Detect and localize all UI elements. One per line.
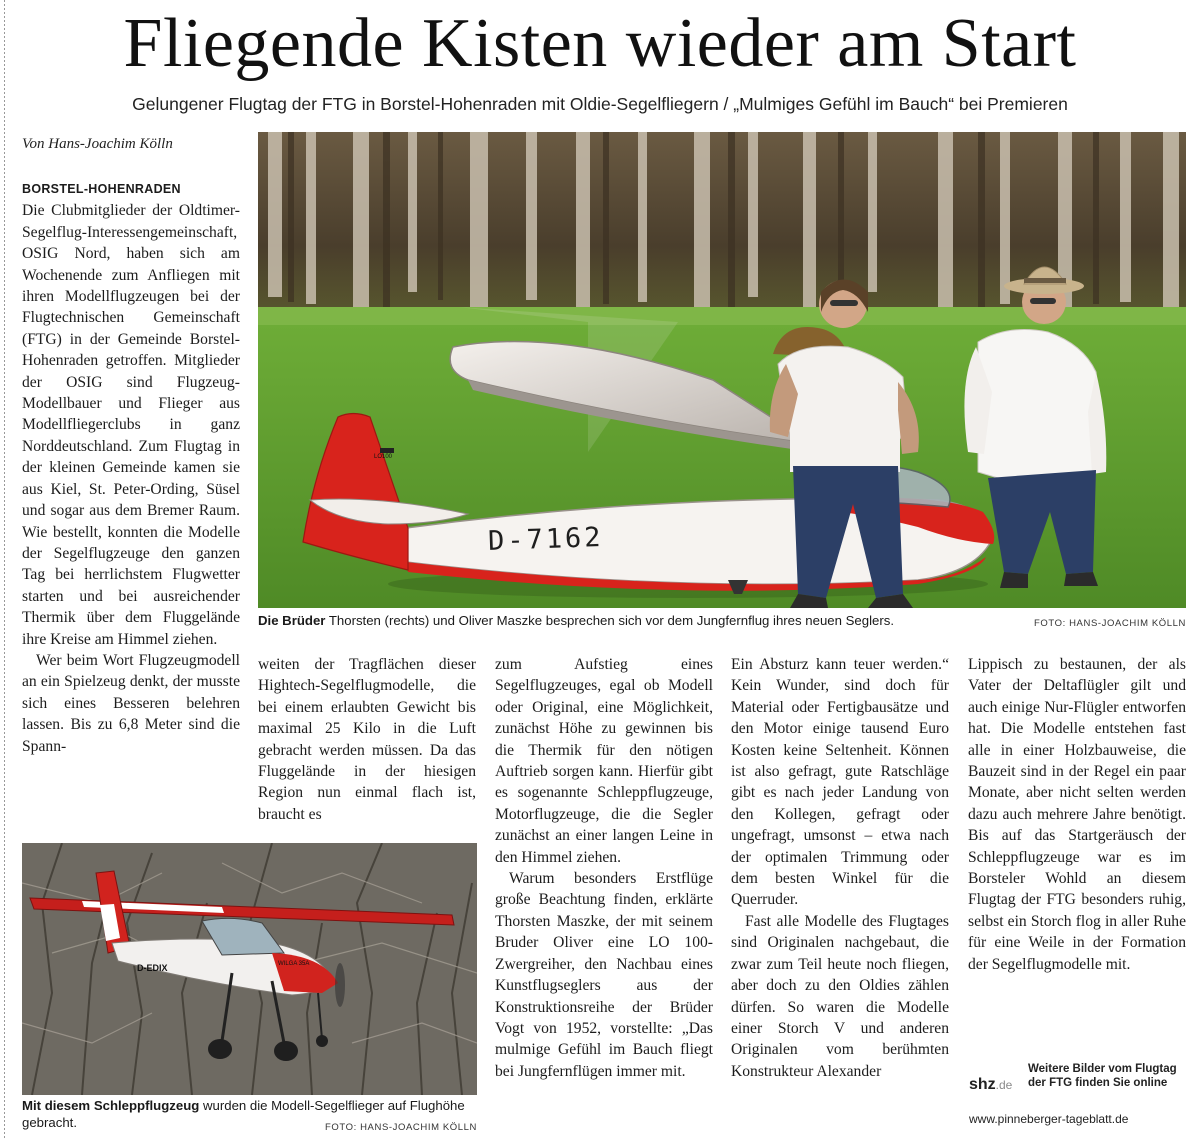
subheadline: Gelungener Flugtag der FTG in Borstel-Hohenraden mit Oldie-Segelfliegern / „Mulmiges Gefühl im Bauch“ bei Premieren: [132, 94, 1068, 114]
article-column-3: [495, 654, 713, 1138]
tow-plane-registration: D-EDIX: [137, 963, 168, 973]
dateline: BORSTEL-HOHENRADEN: [22, 182, 181, 196]
col2-paragraph-1: weiten der Tragflächen dieser Hightech-Segelflugmodelle, die bei einem erlaubten Gewicht bis maximal 25 Kilo in die Luft gebracht werden müssen. Da das Fluggelände in der hiesigen Region nun einmal flach ist, braucht es: [258, 656, 476, 823]
article-column-4: [731, 654, 949, 1138]
shz-logo-text: shz: [969, 1076, 996, 1093]
col5-paragraph-1: Lippisch zu bestaunen, der als Vater der Deltaflügler gilt und auch einige Nur-Flügler entworfen hat. Die Modelle entstehen fast alle in einer Holzbauweise, die Bauzeit sind in der Regel ein paar Monate, aber nicht selten werden dazu auch mehrere Jahre benötigt. Bis auf das Startgeräusch der Schleppflugzeuge war es im Borsteler Wohld an diesem Flugtag der FTG besonders ruhig, selbst ein Storch flog in aller Ruhe für eine Weile in der Formation der Segelflugmodelle mit.: [968, 656, 1186, 973]
main-photo-illustration: [258, 132, 1186, 608]
main-caption-text: Thorsten (rechts) und Oliver Maszke besprechen sich vor dem Jungfernflug ihres neuen Seglers.: [325, 613, 894, 628]
main-photo: [258, 132, 1186, 608]
article-column-2: [258, 654, 476, 836]
glider-registration: D-7162: [487, 521, 605, 558]
online-promo-box[interactable]: [966, 1060, 1188, 1138]
main-photo-credit: FOTO: HANS-JOACHIM KÖLLN: [1034, 618, 1186, 629]
col3-paragraph-2: Warum besonders Erstflüge große Beachtung finden, erklärte Thorsten Maszke, der mit seinem Bruder Oliver eine LO 100-Zwergreiher, den Nachbau eines Kunstflugseglers aus der Konstruktionsreihe der Brüder Vogt von 1952, vorstellte: „Das mulmige Gefühl im Bauch fliegt bei Jungfernflügen immer mit.: [495, 870, 713, 1080]
col4-paragraph-2: Fast alle Modelle des Flugtages sind Originalen nachgebaut, die zwar zum Teil heute noch fliegen, aber doch zu den Oldies zählen dürfen. So waren die Modelle einer Storch V und anderen Originalen vom berühmten Konstrukteur Alexander: [731, 912, 949, 1080]
shz-logo: [969, 1076, 1012, 1094]
main-photo-caption: [258, 612, 1186, 630]
shz-logo-suffix: .de: [995, 1078, 1013, 1092]
main-caption-bold: Die Brüder: [258, 613, 326, 628]
page-edge-rule: [4, 0, 5, 1140]
col1-paragraph-2: Wer beim Wort Flugzeugmodell an ein Spielzeug denkt, der musste sich eines Besseren belehren lassen. Bis zu 6,8 Meter sind die Spann-: [22, 651, 240, 755]
tow-caption-text: wurden die Modell-Segelflieger auf Flughöhe gebracht.: [22, 1098, 465, 1130]
article-column-1: [22, 178, 240, 824]
promo-text: Weitere Bilder vom Flugtag der FTG finden Sie online: [1028, 1063, 1177, 1089]
promo-url-link[interactable]: www.pinneberger-tageblatt.de: [969, 1112, 1129, 1126]
tow-plane-cowl-mark: WILGA 35A: [278, 961, 310, 967]
byline: Von Hans-Joachim Kölln: [22, 136, 173, 152]
tow-plane-credit: FOTO: HANS-JOACHIM KÖLLN: [325, 1122, 477, 1133]
article-column-5: [968, 654, 1186, 1050]
glider-tail-mark: LO100: [374, 454, 393, 460]
tow-plane-illustration: [22, 843, 477, 1095]
headline: Fliegende Kisten wieder am Start: [123, 5, 1077, 82]
tow-plane-caption: [22, 1097, 477, 1137]
tow-plane-photo: [22, 843, 477, 1095]
col4-paragraph-1: Ein Absturz kann teuer werden.“ Kein Wunder, sind doch für Material oder Fertigbausätze und den Motor einige tausend Euro Kosten keine Seltenheit. Können ist also gefragt, gute Ratschläge gibt es nach jeder Landung von den Kollegen, gefragt oder ungefragt, umsonst – etwa nach der optimalen Trimmung oder dem besten Winkel für die Querruder.: [731, 656, 949, 909]
col1-lead: Die Clubmitglieder der Oldtimer-Segelflug-Interessengemeinschaft, OSIG Nord, haben sich am Wochenende zum Anfliegen mit ihren Modellflugzeugen bei der Flugtechnischen Gemeinschaft (FTG) in der Gemeinde Borstel-Hohenraden getroffen. Mitglieder der OSIG sind Flugzeug-Modellbauer und Flieger aus Modellfliegerclubs in ganz Norddeutschland. Zum Flugtag in der kleinen Gemeinde kamen sie aus Kiel, St. Peter-Ording, Süsel und sogar aus dem Bremer Raum. Wie bestellt, konnten die Modelle der Segelflugzeuge den ganzen Tag bei herrlichstem Flugwetter starten und bei ausreichender Thermik über dem Fluggelände ihre Kreise am Himmel ziehen.: [22, 202, 240, 648]
col3-paragraph-1: zum Aufstieg eines Segelflugzeuges, egal ob Modell oder Original, eine Möglichkeit, zunächst Höhe zu gewinnen bis die Thermik für den nötigen Auftrieb sorgen kann. Hierfür gibt es sogenannte Schleppflugzeuge, Motorflugzeuge, die die Segler zunächst an einer langen Leine in den Himmel ziehen.: [495, 656, 713, 866]
tow-caption-bold: Mit diesem Schleppflugzeug: [22, 1098, 200, 1113]
